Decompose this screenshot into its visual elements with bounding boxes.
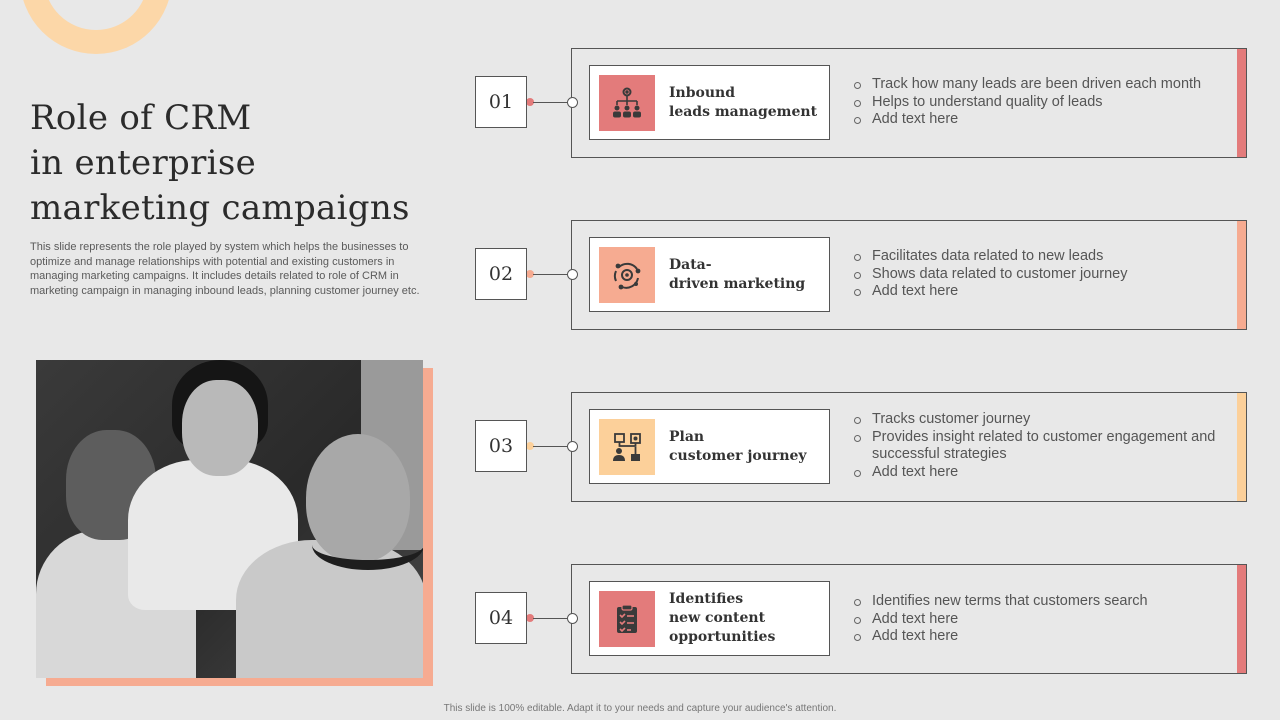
bullet-item: Add text here (854, 628, 1224, 646)
org-chart-icon (599, 75, 655, 131)
item-title: Inbound leads management (669, 84, 818, 120)
journey-map-icon (599, 419, 655, 475)
bullet-item: Add text here (854, 111, 1224, 129)
bullet-item: Add text here (854, 611, 1224, 629)
accent-bar (1237, 221, 1246, 329)
item-card (589, 65, 830, 140)
connector-line (533, 618, 571, 619)
connector-line (533, 446, 571, 447)
footer-note: This slide is 100% editable. Adapt it to your needs and capture your audience's attention. (443, 703, 837, 714)
item-card (589, 409, 830, 484)
accent-bar (1237, 49, 1246, 157)
page-title: Role of CRM in enterprise marketing campaigns (30, 98, 410, 228)
connector-line (533, 274, 571, 275)
item-bullets (854, 248, 1224, 301)
team-photo (36, 360, 423, 678)
accent-bar (1237, 393, 1246, 501)
bullet-item: Shows data related to customer journey (854, 266, 1224, 284)
connector-dot (567, 97, 578, 108)
role-item-1 (475, 48, 1247, 158)
bullet-item: Track how many leads are been driven each month (854, 76, 1224, 94)
item-number: 04 (475, 592, 527, 644)
connector-line (533, 102, 571, 103)
checklist-icon (599, 591, 655, 647)
connector-dot (567, 269, 578, 280)
item-bullets (854, 411, 1224, 481)
accent-bar (1237, 565, 1246, 673)
connector-dot (567, 441, 578, 452)
item-bullets (854, 76, 1224, 129)
item-card (589, 581, 830, 656)
item-number: 03 (475, 420, 527, 472)
bullet-item: Provides insight related to customer engagement and successful strategies (854, 429, 1224, 464)
page-subtitle: This slide represents the role played by system which helps the businesses to optimize and manage relationships with potential and existing customers in managing marketing campaigns. It includes details related to role of CRM in marketing campaign in managing inbound leads, planning customer journey etc. (30, 241, 420, 297)
bullet-item: Facilitates data related to new leads (854, 248, 1224, 266)
connector-dot (567, 613, 578, 624)
bullet-item: Tracks customer journey (854, 411, 1224, 429)
data-cycle-icon (599, 247, 655, 303)
item-title: Identifies new content opportunities (669, 591, 776, 645)
bullet-item: Identifies new terms that customers search (854, 593, 1224, 611)
bullet-item: Helps to understand quality of leads (854, 94, 1224, 112)
bullet-item: Add text here (854, 464, 1224, 482)
item-title: Plan customer journey (669, 428, 807, 464)
item-bullets (854, 593, 1224, 646)
item-title: Data- driven marketing (669, 256, 806, 292)
item-number: 01 (475, 76, 527, 128)
role-item-3 (475, 392, 1247, 502)
decorative-ring (20, 0, 172, 54)
bullet-item: Add text here (854, 283, 1224, 301)
item-card (589, 237, 830, 312)
role-item-4 (475, 564, 1247, 674)
role-item-2 (475, 220, 1247, 330)
item-number: 02 (475, 248, 527, 300)
